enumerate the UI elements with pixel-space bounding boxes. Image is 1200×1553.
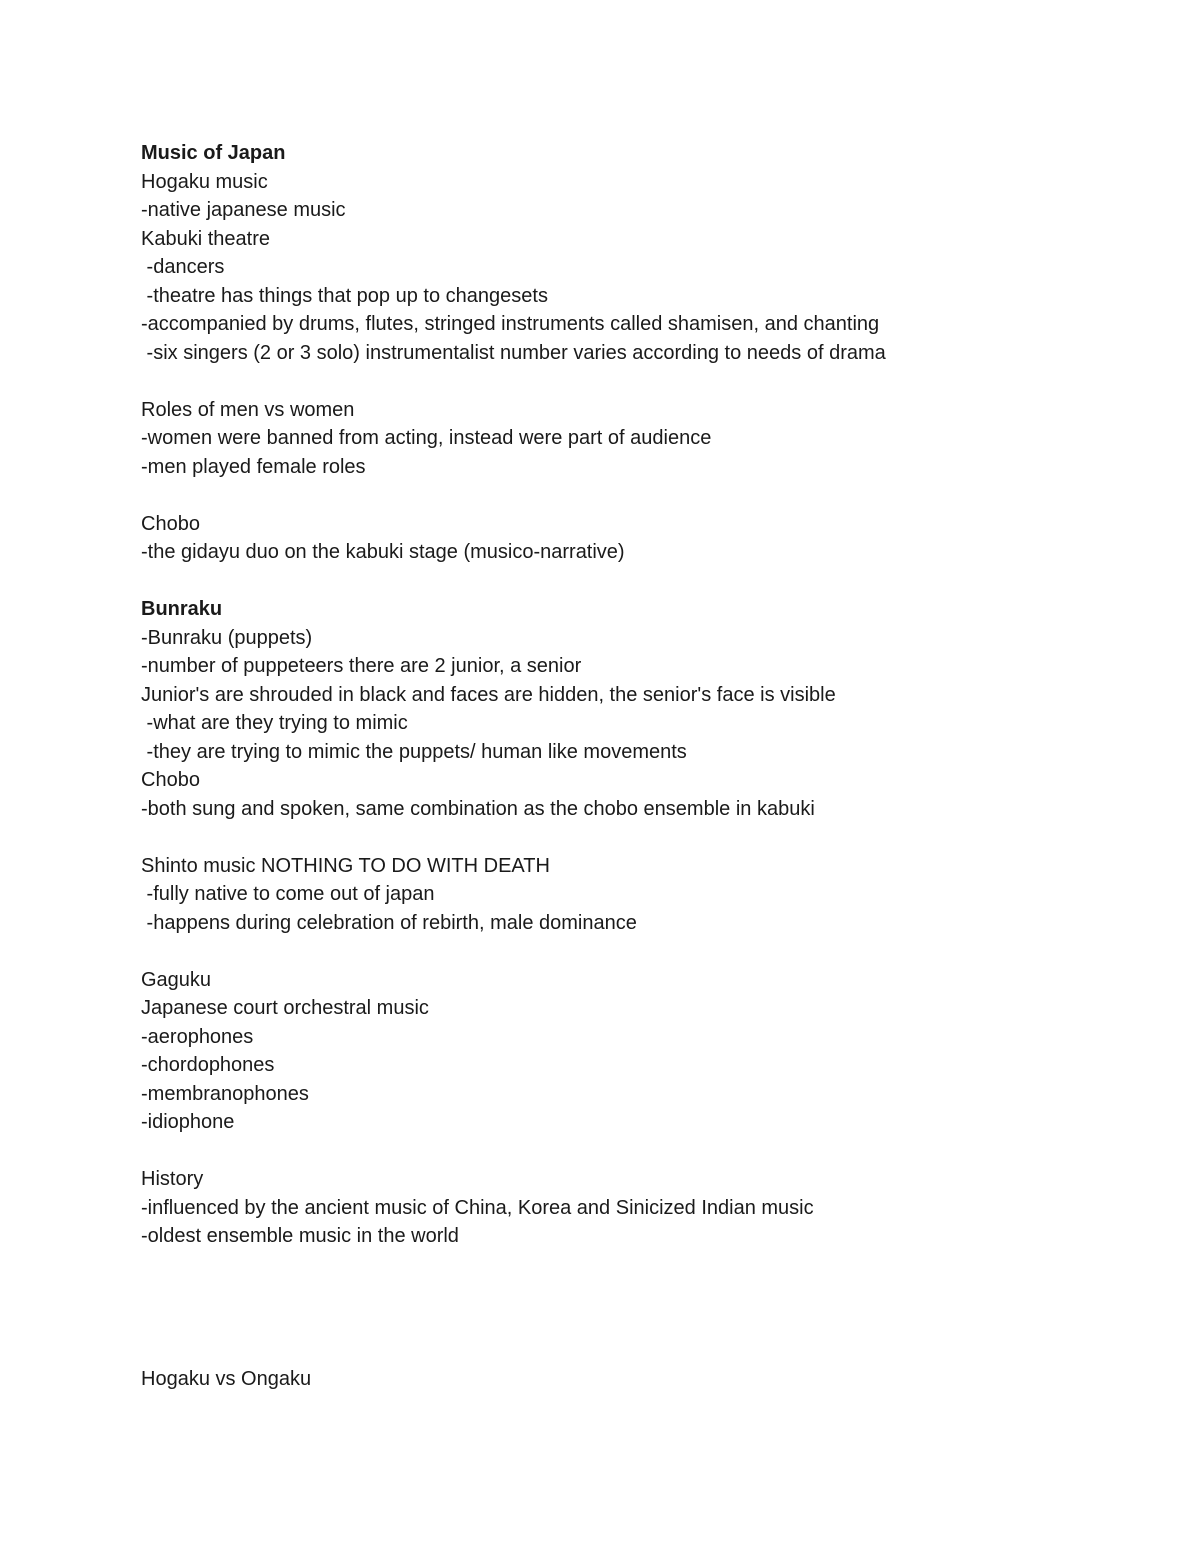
text-line: Japanese court orchestral music: [141, 997, 429, 1019]
text-line: Chobo: [141, 769, 200, 791]
text-line: -oldest ensemble music in the world: [141, 1225, 459, 1247]
text-line: -accompanied by drums, flutes, stringed instruments called shamisen, and chanting: [141, 313, 880, 335]
text-line: Gaguku: [141, 968, 212, 991]
blank-line: [141, 1137, 1141, 1166]
text-line: Shinto music NOTHING TO DO WITH DEATH: [141, 854, 550, 877]
text-line: Kabuki theatre: [141, 227, 270, 250]
blank-lines: [141, 1251, 1141, 1337]
section-heading: Bunraku: [141, 598, 223, 620]
text-line: Hogaku music: [141, 170, 268, 193]
blank-line: [141, 367, 1141, 396]
text-line: -men played female roles: [141, 455, 366, 478]
blank-line: [141, 823, 1141, 852]
section-music-of-japan: [141, 139, 1141, 367]
text-line: Junior's are shrouded in black and faces are hidden, the senior's face is visible: [141, 683, 836, 706]
section-heading: Music of Japan: [141, 142, 286, 164]
document-page: [141, 139, 1141, 1393]
section-chobo: [141, 510, 1141, 567]
text-line: -women were banned from acting, instead were part of audience: [141, 427, 712, 449]
text-line: -aerophones: [141, 1025, 254, 1048]
text-line: -fully native to come out of japan: [141, 883, 435, 905]
section-roles: [141, 396, 1141, 482]
text-line: Chobo: [141, 512, 200, 535]
text-line: -Bunraku (puppets): [141, 626, 313, 649]
blank-line: [141, 481, 1141, 510]
text-line: -chordophones: [141, 1054, 275, 1076]
text-line: -six singers (2 or 3 solo) instrumentalist number varies according to needs of drama: [141, 341, 886, 364]
blank-line: [141, 937, 1141, 966]
text-line: -influenced by the ancient music of China, Korea and Sinicized Indian music: [141, 1196, 814, 1219]
text-line: -membranophones: [141, 1082, 309, 1105]
section-history: [141, 1165, 1141, 1251]
section-shinto: [141, 852, 1141, 938]
text-line: -they are trying to mimic the puppets/ human like movements: [141, 740, 687, 763]
section-bunraku: [141, 595, 1141, 823]
text-line: -idiophone: [141, 1111, 235, 1133]
section-gaguku: [141, 966, 1141, 1137]
blank-line: [141, 567, 1141, 596]
text-line: -happens during celebration of rebirth, male dominance: [141, 911, 637, 934]
text-line: -theatre has things that pop up to changesets: [141, 284, 548, 307]
text-line: Hogaku vs Ongaku: [141, 1367, 312, 1390]
blank-line: [141, 1336, 1141, 1365]
text-line: Roles of men vs women: [141, 398, 355, 421]
text-line: History: [141, 1168, 204, 1190]
text-line: -both sung and spoken, same combination as the chobo ensemble in kabuki: [141, 797, 815, 820]
text-line: -what are they trying to mimic: [141, 712, 408, 734]
text-line: -dancers: [141, 256, 225, 278]
section-hogaku-vs-ongaku: [141, 1365, 1141, 1394]
text-line: -the gidayu duo on the kabuki stage (musico-narrative): [141, 541, 625, 563]
text-line: -number of puppeteers there are 2 junior, a senior: [141, 655, 582, 677]
text-line: -native japanese music: [141, 199, 346, 221]
